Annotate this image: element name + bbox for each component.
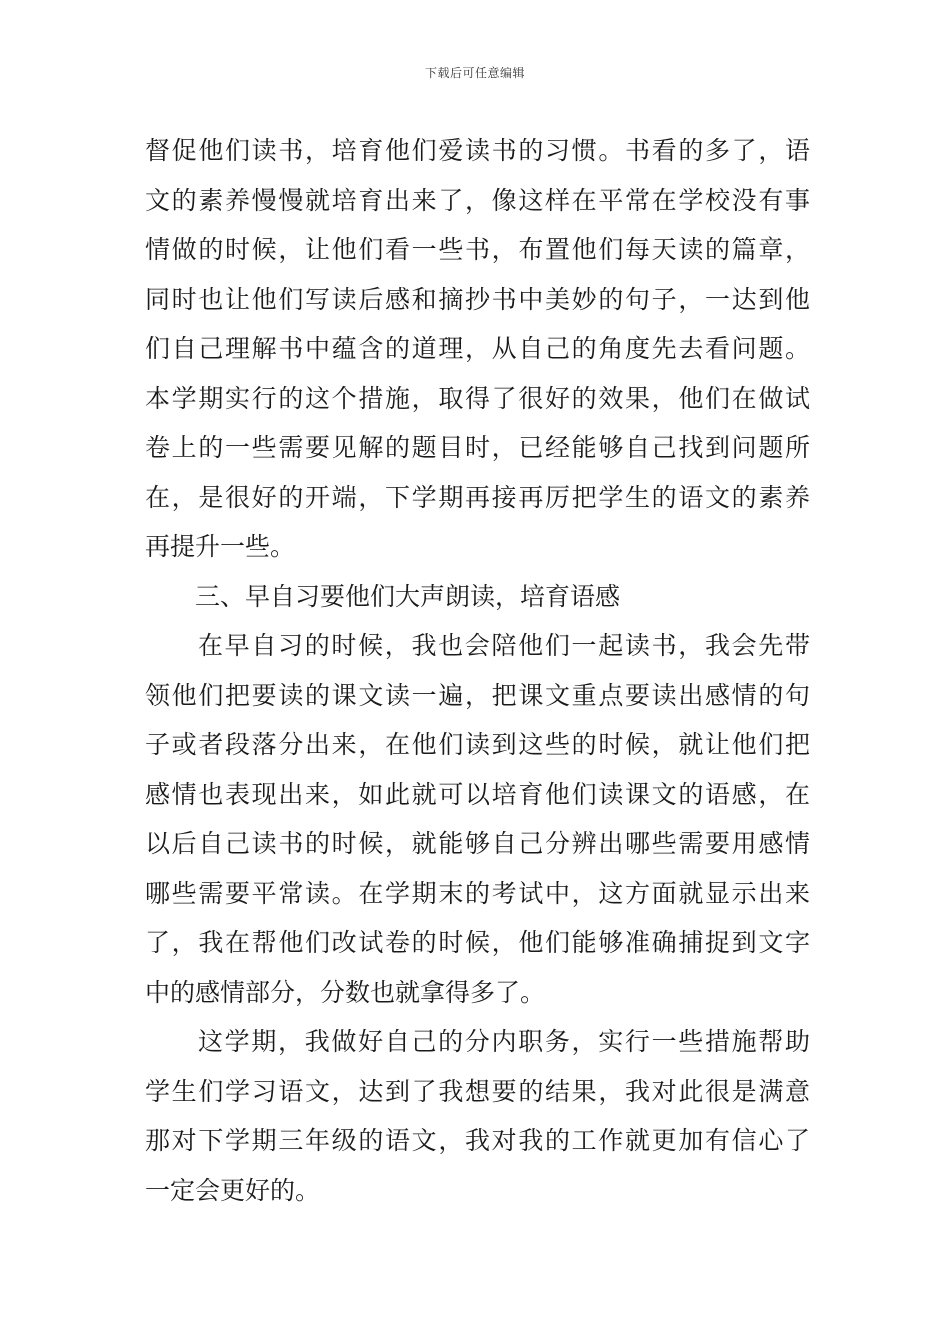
body-line: 在早自习的时候，我也会陪他们一起读书，我会先带 [198,631,810,660]
body-line: 卷上的一些需要见解的题目时，已经能够自己找到问题所 [145,433,810,462]
body-line: 子或者段落分出来，在他们读到这些的时候，就让他们把 [145,730,810,759]
body-line: 领他们把要读的课文读一遍，把课文重点要读出感情的句 [145,680,810,710]
body-line: 们自己理解书中蕴含的道理，从自己的角度先去看问题。 [145,334,810,363]
body-line: 以后自己读书的时候，就能够自己分辨出哪些需要用感情 [145,829,810,858]
body-line: 同时也让他们写读后感和摘抄书中美妙的句子，一达到他 [145,284,810,314]
body-line: 那对下学期三年级的语文，我对我的工作就更加有信心了 [145,1126,810,1155]
document-body [145,126,810,1215]
body-line: 本学期实行的这个措施，取得了很好的效果，他们在做试 [145,383,810,413]
section-heading: 三、早自习要他们大声朗读，培育语感 [195,581,621,611]
body-line: 在，是很好的开端，下学期再接再厉把学生的语文的素养 [145,482,810,512]
body-line: 文的素养慢慢就培育出来了，像这样在平常在学校没有事 [145,185,810,215]
body-line: 学生们学习语文，达到了我想要的结果，我对此很是满意 [145,1076,810,1106]
body-line: 再提升一些。 [145,532,296,561]
body-line: 了，我在帮他们改试卷的时候，他们能够准确捕捉到文字 [145,928,810,957]
body-line: 一定会更好的。 [145,1175,321,1205]
body-line: 中的感情部分，分数也就拿得多了。 [145,977,546,1007]
page-header-note: 下载后可任意编辑 [424,66,525,80]
body-line: 情做的时候，让他们看一些书，布置他们每天读的篇章， [145,235,810,264]
body-line: 这学期，我做好自己的分内职务，实行一些措施帮助 [198,1027,810,1056]
body-line: 哪些需要平常读。在学期末的考试中，这方面就显示出来 [145,878,810,908]
body-line: 感情也表现出来，如此就可以培育他们读课文的语感，在 [145,779,810,809]
body-line: 督促他们读书，培育他们爱读书的习惯。书看的多了，语 [145,136,810,165]
